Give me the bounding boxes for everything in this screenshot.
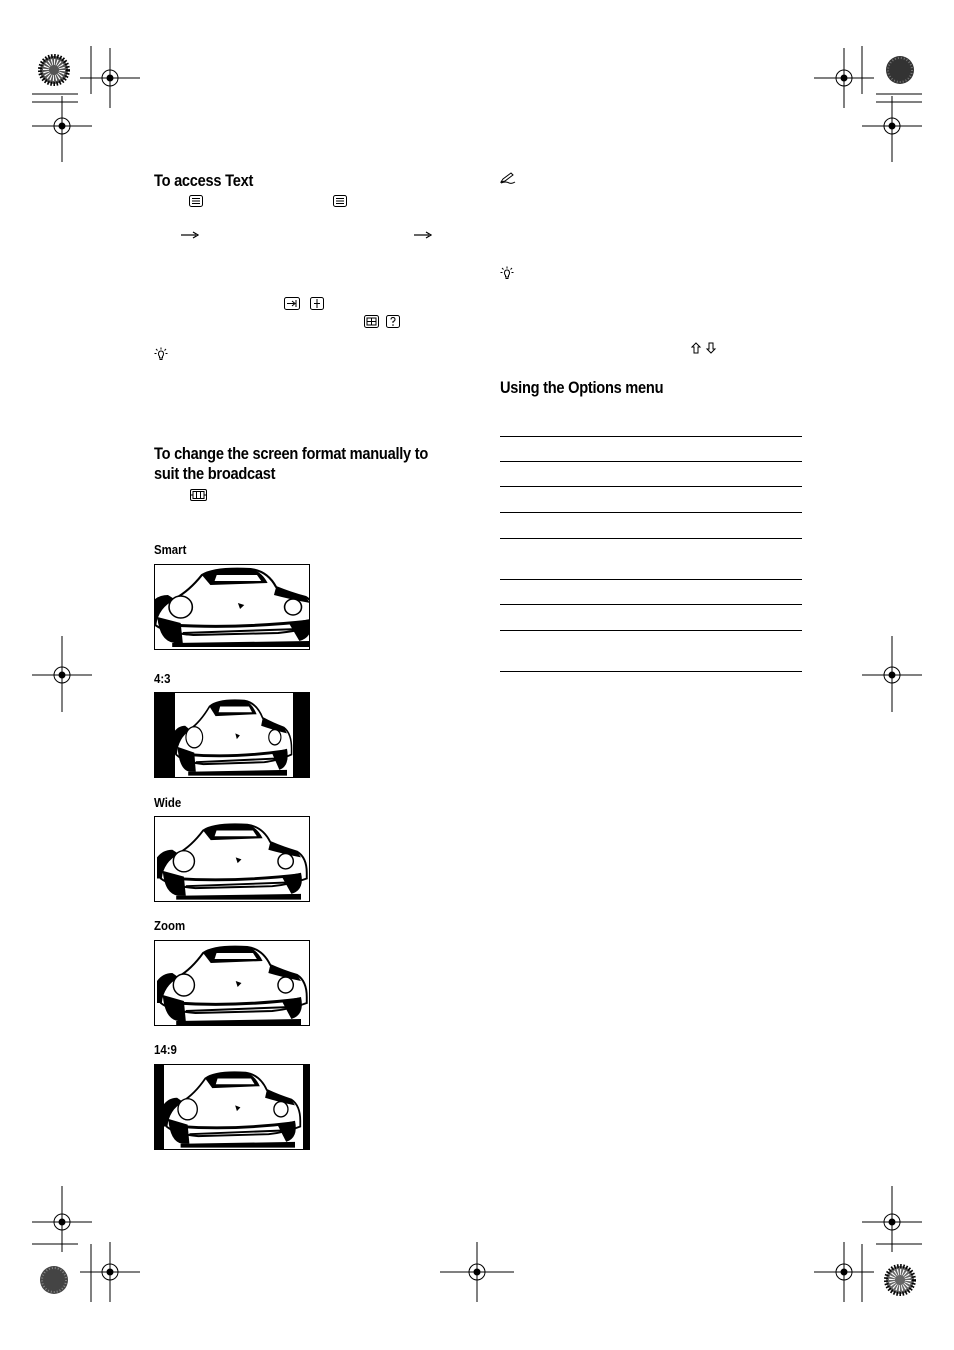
section-heading-text-access: To access Text xyxy=(154,171,254,190)
hold-icon xyxy=(284,297,300,310)
section-heading-screen-format xyxy=(154,444,428,484)
format-image-zoom xyxy=(154,940,310,1026)
table-rule xyxy=(500,579,802,580)
teletext-icon xyxy=(333,195,347,207)
format-label-smart: Smart xyxy=(154,542,187,557)
table-rule xyxy=(500,671,802,672)
format-image-4-3 xyxy=(154,692,310,778)
enlarge-icon xyxy=(310,297,324,310)
heading-line: To change the screen format manually to xyxy=(154,444,429,463)
tip-bulb-icon xyxy=(154,347,168,361)
tip-bulb-icon xyxy=(500,266,514,280)
format-label-4-3: 4:3 xyxy=(154,671,171,686)
format-image-wide xyxy=(154,816,310,902)
format-label-14-9: 14:9 xyxy=(154,1042,177,1057)
format-image-14-9 xyxy=(154,1064,310,1150)
teletext-icon xyxy=(189,195,203,207)
table-rule xyxy=(500,436,802,437)
up-down-arrow-icon xyxy=(691,342,717,354)
note-pencil-icon xyxy=(500,172,516,184)
table-rule xyxy=(500,461,802,462)
heading-line: suit the broadcast xyxy=(154,464,276,483)
screen-format-icon xyxy=(190,489,207,501)
right-arrow-icon xyxy=(181,231,199,239)
format-label-wide: Wide xyxy=(154,795,182,810)
reveal-icon xyxy=(386,315,400,328)
table-rule xyxy=(500,486,802,487)
right-arrow-icon xyxy=(414,231,432,239)
table-rule xyxy=(500,538,802,539)
section-heading-options-menu: Using the Options menu xyxy=(500,378,664,397)
index-icon xyxy=(364,315,379,328)
format-label-zoom: Zoom xyxy=(154,918,186,933)
table-rule xyxy=(500,512,802,513)
format-image-smart xyxy=(154,564,310,650)
table-rule xyxy=(500,604,802,605)
table-rule xyxy=(500,630,802,631)
